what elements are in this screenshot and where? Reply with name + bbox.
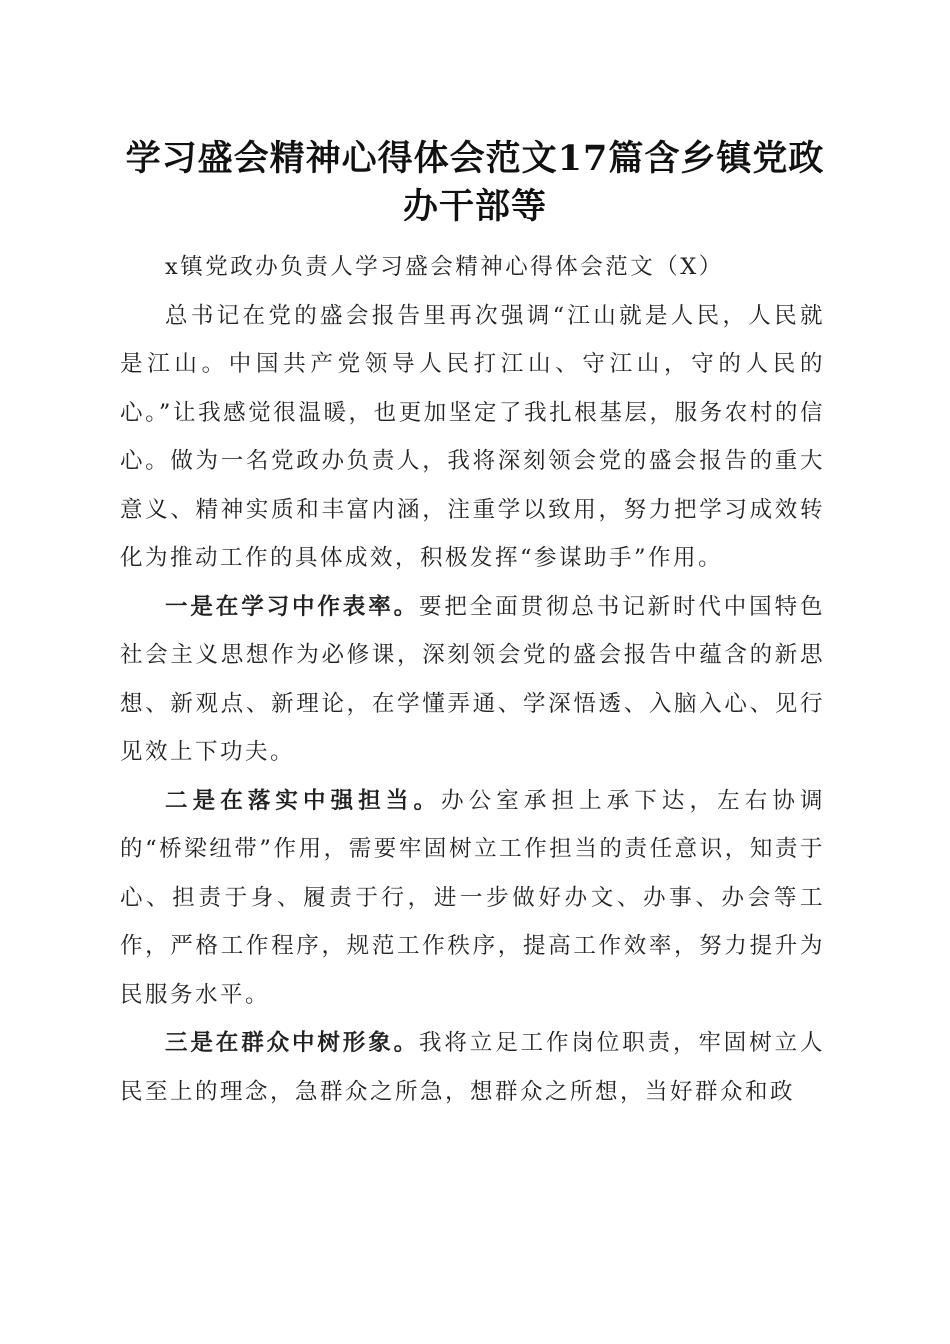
document-body: [120, 243, 825, 1116]
point-lead-3: 三是在群众中树形象。: [165, 1030, 419, 1056]
document-title: [100, 135, 850, 231]
document-subtitle: x镇党政办负责人学习盛会精神心得体会范文（X）: [165, 254, 724, 280]
point-paragraph-3: [120, 1019, 825, 1116]
point-lead-2: 二是在落实中强担当。: [165, 787, 442, 814]
point-text-2: 办公室承担上承下达，左右协调的“桥梁纽带”作用，需要牢固树立工作担当的责任意识，知责于心、担责于身、履责于行，进一步做好办文、办事、办会等工作，严格工作程序，规范工作秩序，提高工作效率，努力提升为民服务水平。: [120, 787, 825, 1008]
document-title-line2: 办干部等: [402, 186, 547, 227]
point-text-3: 我将立足工作岗位职责，牢固树立人民至上的理念，急群众之所急，想群众之所想，当好群众和政: [120, 1030, 825, 1105]
point-text-1: 要把全面贯彻总书记新时代中国特色社会主义思想作为必修课，深刻领会党的盛会报告中蕴含的新思想、新观点、新理论，在学懂弄通、学深悟透、入脑入心、见行见效上下功夫。: [120, 593, 825, 765]
document-title-line1: 学习盛会精神心得体会范文17篇含乡镇党政: [125, 138, 825, 179]
intro-paragraph: 总书记在党的盛会报告里再次强调“江山就是人民，人民就是江山。中国共产党领导人民打江山、守江山，守的人民的心。”让我感觉很温暖，也更加坚定了我扎根基层，服务农村的信心。做为一名党政办负责人，我将深刻领会党的盛会报告的重大意义、精神实质和丰富内涵，注重学以致用，努力把学习成效转化为推动工作的具体成效，积极发挥“参谋助手”作用。: [120, 302, 825, 571]
point-paragraph-1: [120, 583, 825, 777]
point-lead-1: 一是在学习中作表率。: [165, 593, 419, 620]
point-paragraph-2: [120, 777, 825, 1020]
